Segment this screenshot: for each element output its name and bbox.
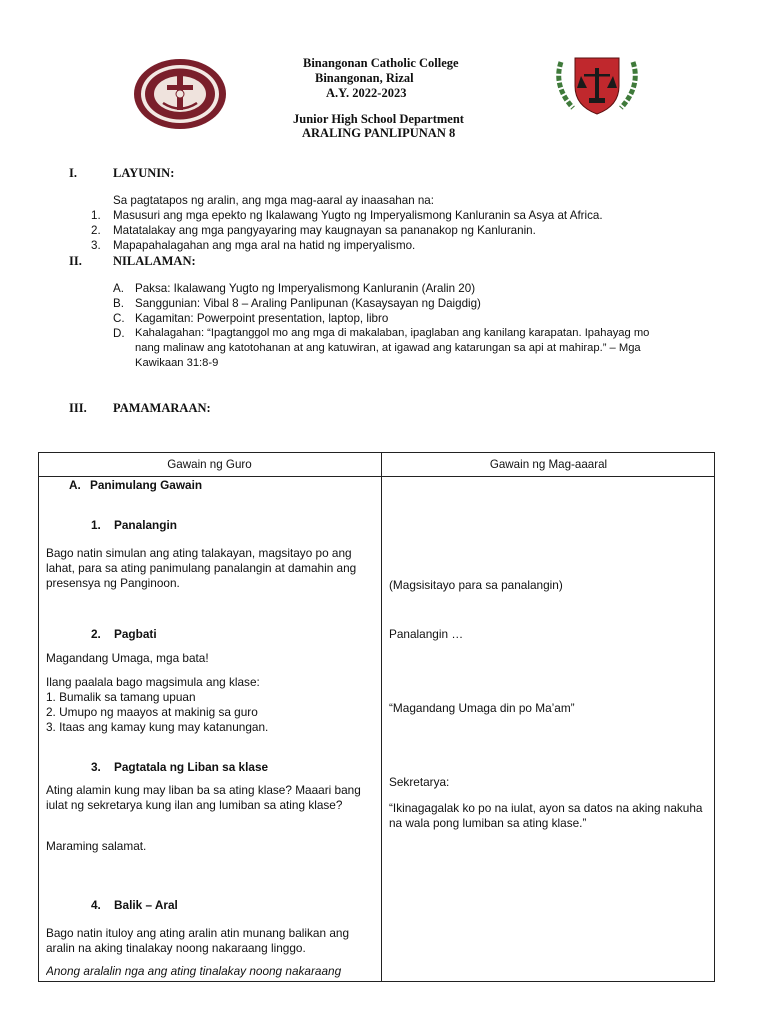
table-header-student: Gawain ng Mag-aaaral <box>489 458 608 471</box>
content-letter: B. <box>113 297 124 310</box>
part-a-title: Panimulang Gawain <box>90 478 203 492</box>
subject-name: ARALING PANLIPUNAN 8 <box>302 126 456 140</box>
student-response: Panalangin … <box>389 627 464 641</box>
values-line: nang malinaw ang katotohanan at ang katuwiran, at igawad ang katarungan sa api at mahirap.” – Mga <box>135 342 641 354</box>
section-i-number: I. <box>69 166 77 180</box>
teacher-question: Anong aralalin nga ang ating tinalakay noong nakaraang <box>46 964 342 978</box>
department-crest-logo <box>551 50 643 118</box>
objective-item: Matatalakay ang mga pangyayaring may kaugnayan sa pananakop ng Kanluranin. <box>113 224 536 237</box>
values-line: Kahalagahan: “Ipagtanggol mo ang mga di makalaban, ipaglaban ang kanilang karapatan. Ipahayag mo <box>135 327 650 339</box>
reminder-item: 3. Itaas ang kamay kung may katanungan. <box>46 720 269 734</box>
academic-year: A.Y. 2022-2023 <box>326 86 407 100</box>
school-name: Binangonan Catholic College <box>303 56 459 70</box>
content-letter: A. <box>113 282 124 295</box>
section-ii-number: II. <box>69 254 82 268</box>
content-letter: D. <box>113 327 125 340</box>
step-title: Pagbati <box>114 627 157 641</box>
content-item: Sanggunian: Vibal 8 – Araling Panlipunan (Kasaysayan ng Daigdig) <box>135 297 481 310</box>
content-item: Kagamitan: Powerpoint presentation, laptop, libro <box>135 312 389 325</box>
step-title: Pagtatala ng Liban sa klase <box>114 760 269 774</box>
objective-number: 3. <box>91 239 101 252</box>
content-item: Paksa: Ikalawang Yugto ng Imperyalismong Kanluranin (Aralin 20) <box>135 282 476 295</box>
section-iii-title: PAMAMARAAN: <box>113 401 211 415</box>
step-title: Panalangin <box>114 518 177 532</box>
teacher-text: Bago natin simulan ang ating talakayan, magsitayo po ang lahat, para sa ating panimulang panalangin at damahin ang presensya ng Panginoon. <box>46 546 357 590</box>
section-i-title: LAYUNIN: <box>113 166 175 180</box>
objective-item: Mapapahalagahan ang mga aral na hatid ng imperyalismo. <box>113 239 416 252</box>
part-a-letter: A. <box>69 478 81 492</box>
step-number: 3. <box>91 760 101 774</box>
step-number: 4. <box>91 898 101 912</box>
objective-number: 2. <box>91 224 101 237</box>
section-ii-title: NILALAMAN: <box>113 254 196 268</box>
table-header-divider <box>38 476 715 477</box>
content-letter: C. <box>113 312 125 325</box>
student-response: “Magandang Umaga din po Ma’am” <box>389 701 575 715</box>
reminder-item: 2. Umupo ng maayos at makinig sa guro <box>46 705 258 719</box>
objective-number: 1. <box>91 209 101 222</box>
department-name: Junior High School Department <box>293 112 464 126</box>
reminder-item: 1. Bumalik sa tamang upuan <box>46 690 196 704</box>
student-response-label: Sekretarya: <box>389 775 450 789</box>
step-number: 2. <box>91 627 101 641</box>
student-response: “Ikinagagalak ko po na iulat, ayon sa datos na aking nakuha na wala pong lumiban sa ating klase.” <box>389 801 703 830</box>
teacher-text: Maraming salamat. <box>46 839 147 853</box>
values-line: Kawikaan 31:8-9 <box>135 357 219 369</box>
table-column-divider <box>381 452 382 982</box>
teacher-text: Ilang paalala bago magsimula ang klase: <box>46 675 260 689</box>
teacher-text: Magandang Umaga, mga bata! <box>46 651 209 665</box>
objectives-intro: Sa pagtatapos ng aralin, ang mga mag-aaral ay inaasahan na: <box>113 194 434 207</box>
school-location: Binangonan, Rizal <box>315 71 414 85</box>
step-title: Balik – Aral <box>114 898 178 912</box>
student-response: (Magsisitayo para sa panalangin) <box>389 578 563 592</box>
teacher-text: Bago natin ituloy ang ating aralin atin munang balikan ang aralin na aking tinalakay noong nakaraang linggo. <box>46 926 350 955</box>
table-header-teacher: Gawain ng Guro <box>167 458 252 471</box>
school-seal-logo <box>133 58 227 130</box>
section-iii-number: III. <box>69 401 87 415</box>
objective-item: Masusuri ang mga epekto ng Ikalawang Yugto ng Imperyalismong Kanluranin sa Asya at Africa. <box>113 209 603 222</box>
teacher-text: Ating alamin kung may liban ba sa ating klase? Maaari bang iulat ng sekretarya kung ilan ang lumiban sa ating klase? <box>46 783 361 812</box>
step-number: 1. <box>91 518 101 532</box>
